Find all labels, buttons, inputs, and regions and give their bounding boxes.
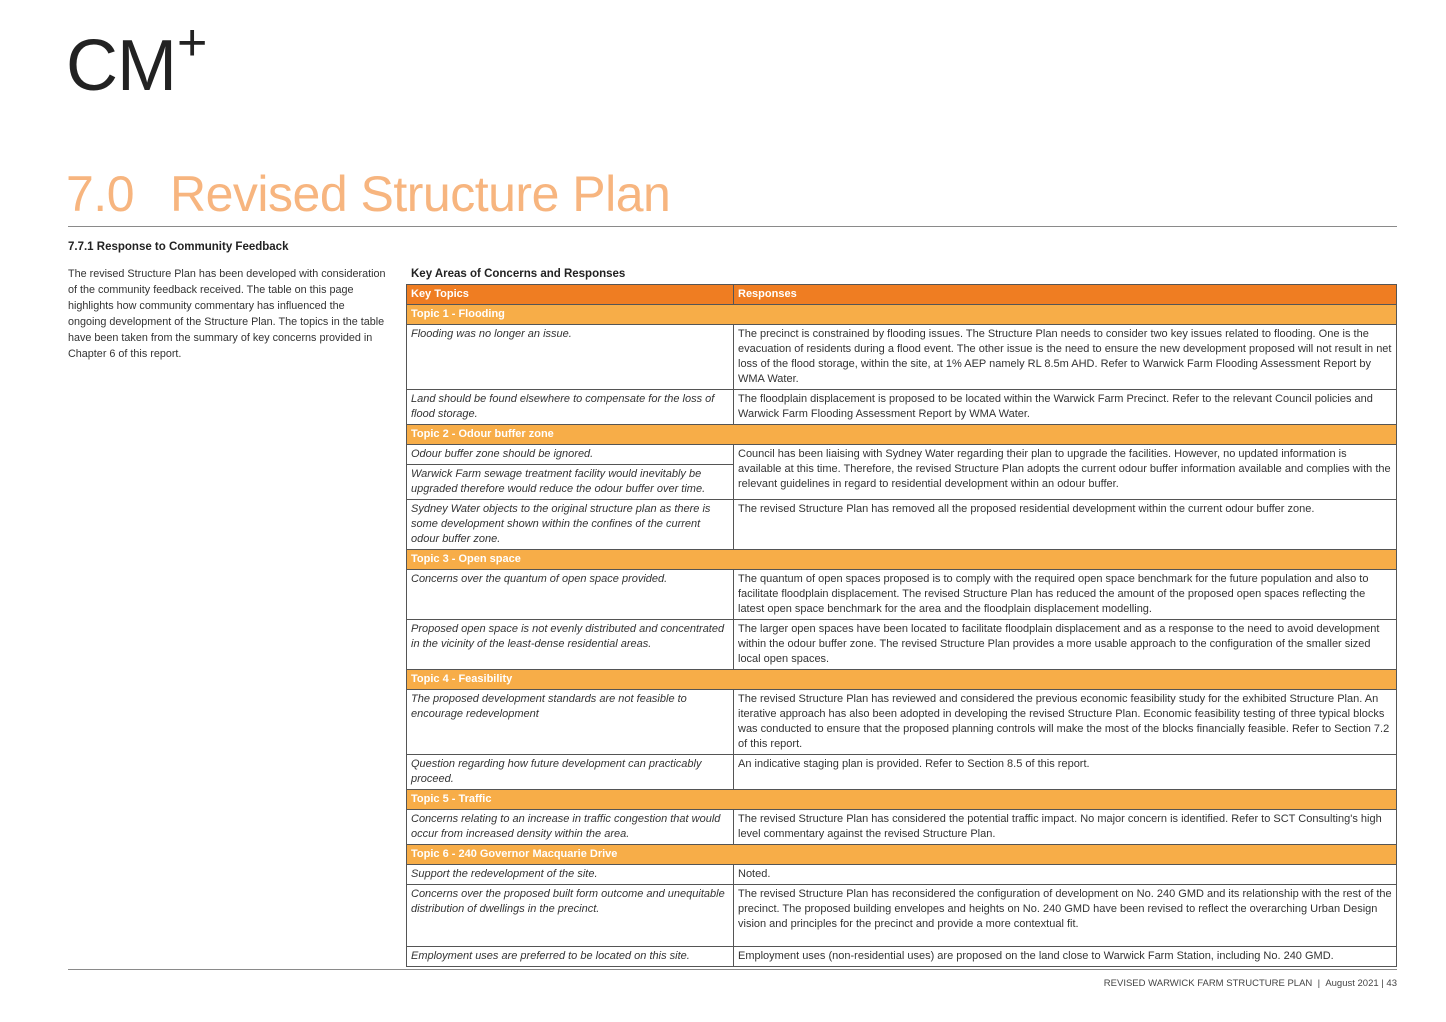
section-heading: 7.7.1 Response to Community Feedback [68,241,289,253]
topic-row [407,845,1397,865]
response-cell: The larger open spaces have been located to facilitate floodplain displacement and as a response to the need to avoid development within the odour buffer zone. The revised Structure Plan provides a more usable approach to the configuration of the smaller sized local open spaces. [734,620,1397,670]
table-row [407,947,1397,967]
response-cell: Council has been liaising with Sydney Water regarding their plan to upgrade the facilities. However, no updated information is available at this time. Therefore, the revised Structure Plan adopts the current odour buffer information available and complies with the relevant guidelines in regard to residential development within an odour buffer. [734,445,1397,500]
concerns-table [406,284,1397,967]
response-cell: The precinct is constrained by flooding issues. The Structure Plan needs to consider two key issues related to flooding. One is the evacuation of residents during a flood event. The other issue is the need to ensure the new development proposed will not result in net loss of the flood storage, within the site, at 1% AEP namely RL 8.5m AHD. Refer to Warwick Farm Flooding Assessment Report by WMA Water. [734,325,1397,390]
concern-cell: The proposed development standards are not feasible to encourage redevelopment [407,690,734,755]
topic-label: Topic 5 - Traffic [407,790,1397,810]
table-row [407,885,1397,947]
logo-text: CM [66,26,176,106]
concern-cell: Proposed open space is not evenly distributed and concentrated in the vicinity of the least-dense residential areas. [407,620,734,670]
topic-row [407,305,1397,325]
intro-paragraph: The revised Structure Plan has been developed with consideration of the community feedback received. The table on this page highlights how community commentary has influenced the ongoing development of the Structure Plan. The topics in the table have been taken from the summary of key concerns provided in Chapter 6 of this report. [68,268,386,360]
concern-cell: Question regarding how future development can practicably proceed. [407,755,734,790]
concern-cell: Odour buffer zone should be ignored. [407,445,734,465]
page-title [66,164,670,224]
response-cell: The quantum of open spaces proposed is to comply with the required open space benchmark for the future population and also to facilitate floodplain displacement. The revised Structure Plan has reduced the amount of the proposed open spaces reflecting the latest open space benchmark for the area and the floodplain displacement modelling. [734,570,1397,620]
concern-cell: Concerns over the proposed built form outcome and unequitable distribution of dwellings in the precinct. [407,885,734,947]
footer-divider [68,969,1397,970]
footer-doc-title: REVISED WARWICK FARM STRUCTURE PLAN [1103,978,1313,989]
chapter-title: Revised Structure Plan [170,166,671,222]
table-row [407,390,1397,425]
concern-cell: Concerns over the quantum of open space provided. [407,570,734,620]
topic-label: Topic 4 - Feasibility [407,670,1397,690]
header-responses: Responses [734,285,1397,305]
table-row [407,865,1397,885]
table-row [407,810,1397,845]
topic-row [407,790,1397,810]
topic-label: Topic 3 - Open space [407,550,1397,570]
topic-row [407,550,1397,570]
response-cell: Noted. [734,865,1397,885]
response-cell: An indicative staging plan is provided. Refer to Section 8.5 of this report. [734,755,1397,790]
concern-cell: Support the redevelopment of the site. [407,865,734,885]
topic-label: Topic 6 - 240 Governor Macquarie Drive [407,845,1397,865]
table-row [407,325,1397,390]
table-caption: Key Areas of Concerns and Responses [411,268,626,280]
topic-label: Topic 1 - Flooding [407,305,1397,325]
table-header-row [407,285,1397,305]
topic-row [407,425,1397,445]
page-footer: REVISED WARWICK FARM STRUCTURE PLAN | August 2021 | 43 [1103,978,1397,989]
footer-separator: | [1317,978,1321,989]
concern-cell: Warwick Farm sewage treatment facility would inevitably be upgraded therefore would reduce the odour buffer over time. [407,465,734,500]
response-cell: The floodplain displacement is proposed to be located within the Warwick Farm Precinct. Refer to the relevant Council policies and Warwick Farm Flooding Assessment Report by WMA Water. [734,390,1397,425]
table-row [407,755,1397,790]
concern-cell: Sydney Water objects to the original structure plan as there is some development shown within the confines of the current odour buffer zone. [407,500,734,550]
header-key-topics: Key Topics [407,285,734,305]
page-number: 43 [1386,978,1397,989]
cm-plus-logo [66,14,207,106]
table-row [407,570,1397,620]
response-cell: The revised Structure Plan has reviewed and considered the previous economic feasibility study for the exhibited Structure Plan. An iterative approach has also been adopted in developing the revised Structure Plan. Economic feasibility testing of three typical blocks was conducted to ensure that the proposed planning controls will make the most of the blocks financially feasible. Refer to Section 7.2 of this report. [734,690,1397,755]
title-divider [68,226,1397,227]
footer-date: August 2021 [1325,978,1379,989]
chapter-number: 7.0 [66,166,135,222]
concern-cell: Land should be found elsewhere to compensate for the loss of flood storage. [407,390,734,425]
response-cell: The revised Structure Plan has considered the potential traffic impact. No major concern is identified. Refer to SCT Consulting's high level commentary against the revised Structure Plan. [734,810,1397,845]
logo-plus: + [176,14,207,72]
concern-cell: Flooding was no longer an issue. [407,325,734,390]
response-cell: The revised Structure Plan has reconsidered the configuration of development on No. 240 GMD and its relationship with the rest of the precinct. The proposed building envelopes and heights on No. 240 GMD have been revised to reflect the overarching Urban Design vision and principles for the precinct and provide a more contextual fit. [734,885,1397,947]
topic-label: Topic 2 - Odour buffer zone [407,425,1397,445]
topic-row [407,670,1397,690]
concern-cell: Concerns relating to an increase in traffic congestion that would occur from increased density within the area. [407,810,734,845]
table-row [407,500,1397,550]
table-row [407,445,1397,465]
table-row [407,620,1397,670]
concern-cell: Employment uses are preferred to be located on this site. [407,947,734,967]
table-row [407,690,1397,755]
response-cell: Employment uses (non-residential uses) are proposed on the land close to Warwick Farm Station, including No. 240 GMD. [734,947,1397,967]
response-cell: The revised Structure Plan has removed all the proposed residential development within the current odour buffer zone. [734,500,1397,550]
